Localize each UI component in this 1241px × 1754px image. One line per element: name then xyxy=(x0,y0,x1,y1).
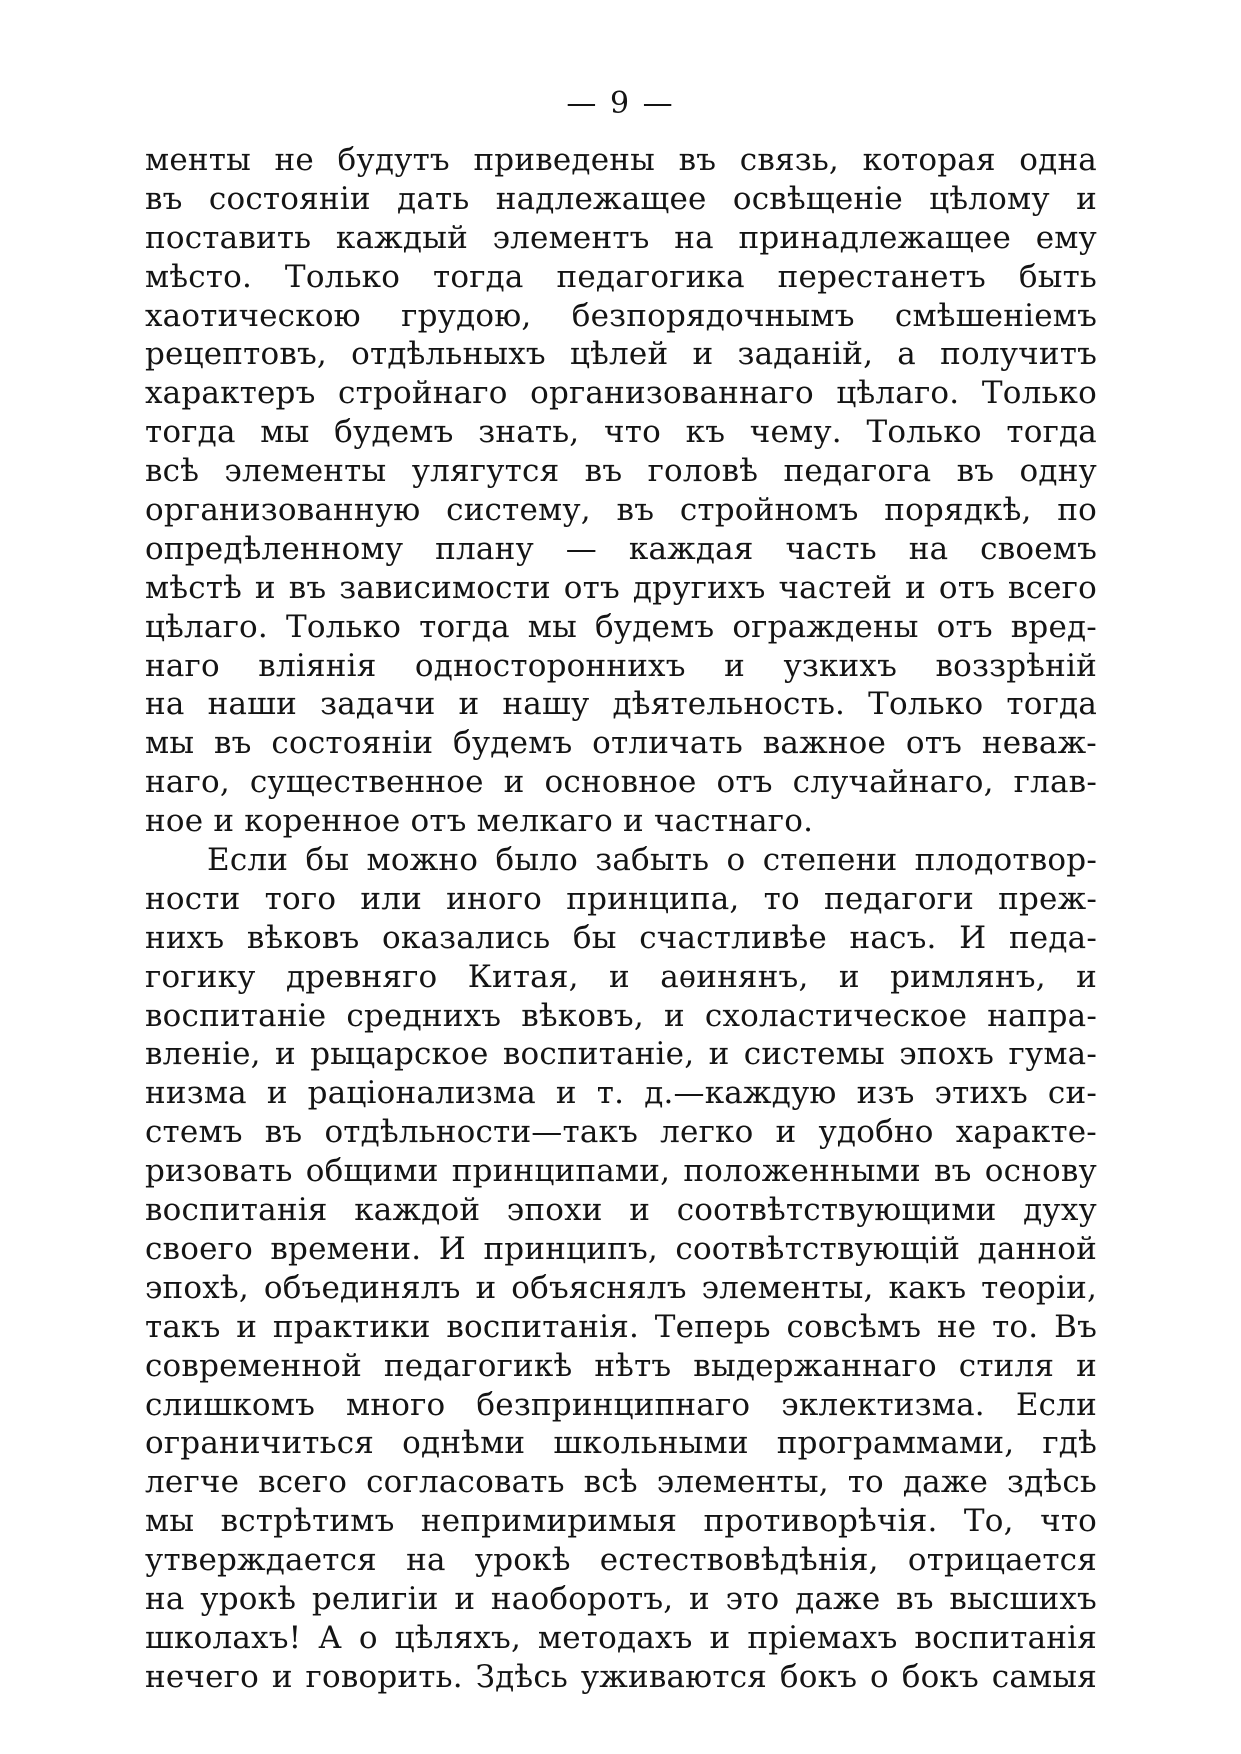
text-line: такъ и практики воспитанiя. Теперь совсѣмъ не то. Въ xyxy=(145,1308,1097,1345)
text-line: Если бы можно было забыть о степени плодотвор- xyxy=(207,842,1097,879)
paragraph-2 xyxy=(145,841,1097,1697)
text-line: ограничиться однѣми школьными программами, гдѣ xyxy=(145,1425,1097,1462)
text-line: всѣ элементы улягутся въ головѣ педагога въ одну xyxy=(145,453,1097,490)
text-line: современной педагогикѣ нѣтъ выдержаннаго стиля и xyxy=(145,1347,1097,1384)
text-line: утверждается на урокѣ естествовѣдѣнiя, отрицается xyxy=(145,1542,1097,1579)
text-line: воспитанiя каждой эпохи и соотвѣтствующими духу xyxy=(145,1192,1097,1229)
text-line: наго влiянiя одностороннихъ и узкихъ воззрѣнiй xyxy=(145,647,1097,684)
text-line: мѣстѣ и въ зависимости отъ другихъ частей и отъ всего xyxy=(145,569,1097,606)
text-line: своего времени. И принципъ, соотвѣтствующiй данной xyxy=(145,1230,1097,1267)
text-line: на наши задачи и нашу дѣятельность. Только тогда xyxy=(145,686,1097,723)
text-line: нечего и говорить. Здѣсь уживаются бокъ о бокъ самыя xyxy=(145,1658,1097,1695)
text-line: эпохѣ, объединялъ и объяснялъ элементы, какъ теорiи, xyxy=(145,1269,1097,1306)
text-line: ное и коренное отъ мелкаго и частнаго. xyxy=(145,803,814,840)
paragraph-1 xyxy=(145,141,1097,841)
text-line: мы въ состоянiи будемъ отличать важное отъ неваж- xyxy=(145,725,1097,762)
text-line: на урокѣ религiи и наоборотъ, и это даже въ высшихъ xyxy=(145,1580,1097,1617)
text-line: характеръ стройнаго организованнаго цѣлаго. Только xyxy=(145,375,1097,412)
page-number: — 9 — xyxy=(566,86,675,121)
text-line: наго, существенное и основное отъ случайнаго, глав- xyxy=(145,764,1097,801)
text-line: ризовать общими принципами, положенными въ основу xyxy=(145,1153,1097,1190)
text-line: школахъ! А о цѣляхъ, методахъ и прiемахъ воспитанiя xyxy=(145,1619,1097,1656)
text-line: поставить каждый элементъ на принадлежащее ему xyxy=(145,219,1097,256)
text-line: менты не будутъ приведены въ связь, которая одна xyxy=(145,142,1097,178)
text-line: низма и рацiонализма и т. д.—каждую изъ этихъ си- xyxy=(145,1075,1097,1112)
text-line: легче всего согласовать всѣ элементы, то даже здѣсь xyxy=(145,1464,1097,1501)
text-line: опредѣленному плану — каждая часть на своемъ xyxy=(145,530,1097,567)
text-line: въ состоянiи дать надлежащее освѣщенiе цѣлому и xyxy=(145,180,1097,217)
text-line: организованную систему, въ стройномъ порядкѣ, по xyxy=(145,492,1097,529)
text-line: ности того или иного принципа, то педагоги преж- xyxy=(145,880,1097,917)
text-line: воспитанiе среднихъ вѣковъ, и схоластическое напра- xyxy=(145,997,1097,1034)
text-line: цѣлаго. Только тогда мы будемъ ограждены отъ вред- xyxy=(145,608,1097,645)
text-line: вленiе, и рыцарское воспитанiе, и системы эпохъ гума- xyxy=(145,1036,1097,1073)
text-line: слишкомъ много безпринципнаго эклектизма. Если xyxy=(145,1386,1097,1423)
text-line: нихъ вѣковъ оказались бы счастливѣе насъ. И педа- xyxy=(145,919,1097,956)
text-line: гогику древняго Китая, и аѳинянъ, и римлянъ, и xyxy=(145,958,1097,995)
text-line: тогда мы будемъ знать, что къ чему. Только тогда xyxy=(145,414,1097,451)
text-line: мы встрѣтимъ непримиримыя противорѣчiя. То, что xyxy=(145,1503,1097,1540)
text-line: хаотическою грудою, безпорядочнымъ смѣшенiемъ xyxy=(145,297,1097,334)
text-line: стемъ въ отдѣльности—такъ легко и удобно характе- xyxy=(145,1114,1097,1151)
text-line: рецептовъ, отдѣльныхъ цѣлей и заданiй, а получитъ xyxy=(145,336,1097,373)
body-text xyxy=(145,141,1097,1697)
text-line: мѣсто. Только тогда педагогика перестанетъ быть xyxy=(145,258,1097,295)
